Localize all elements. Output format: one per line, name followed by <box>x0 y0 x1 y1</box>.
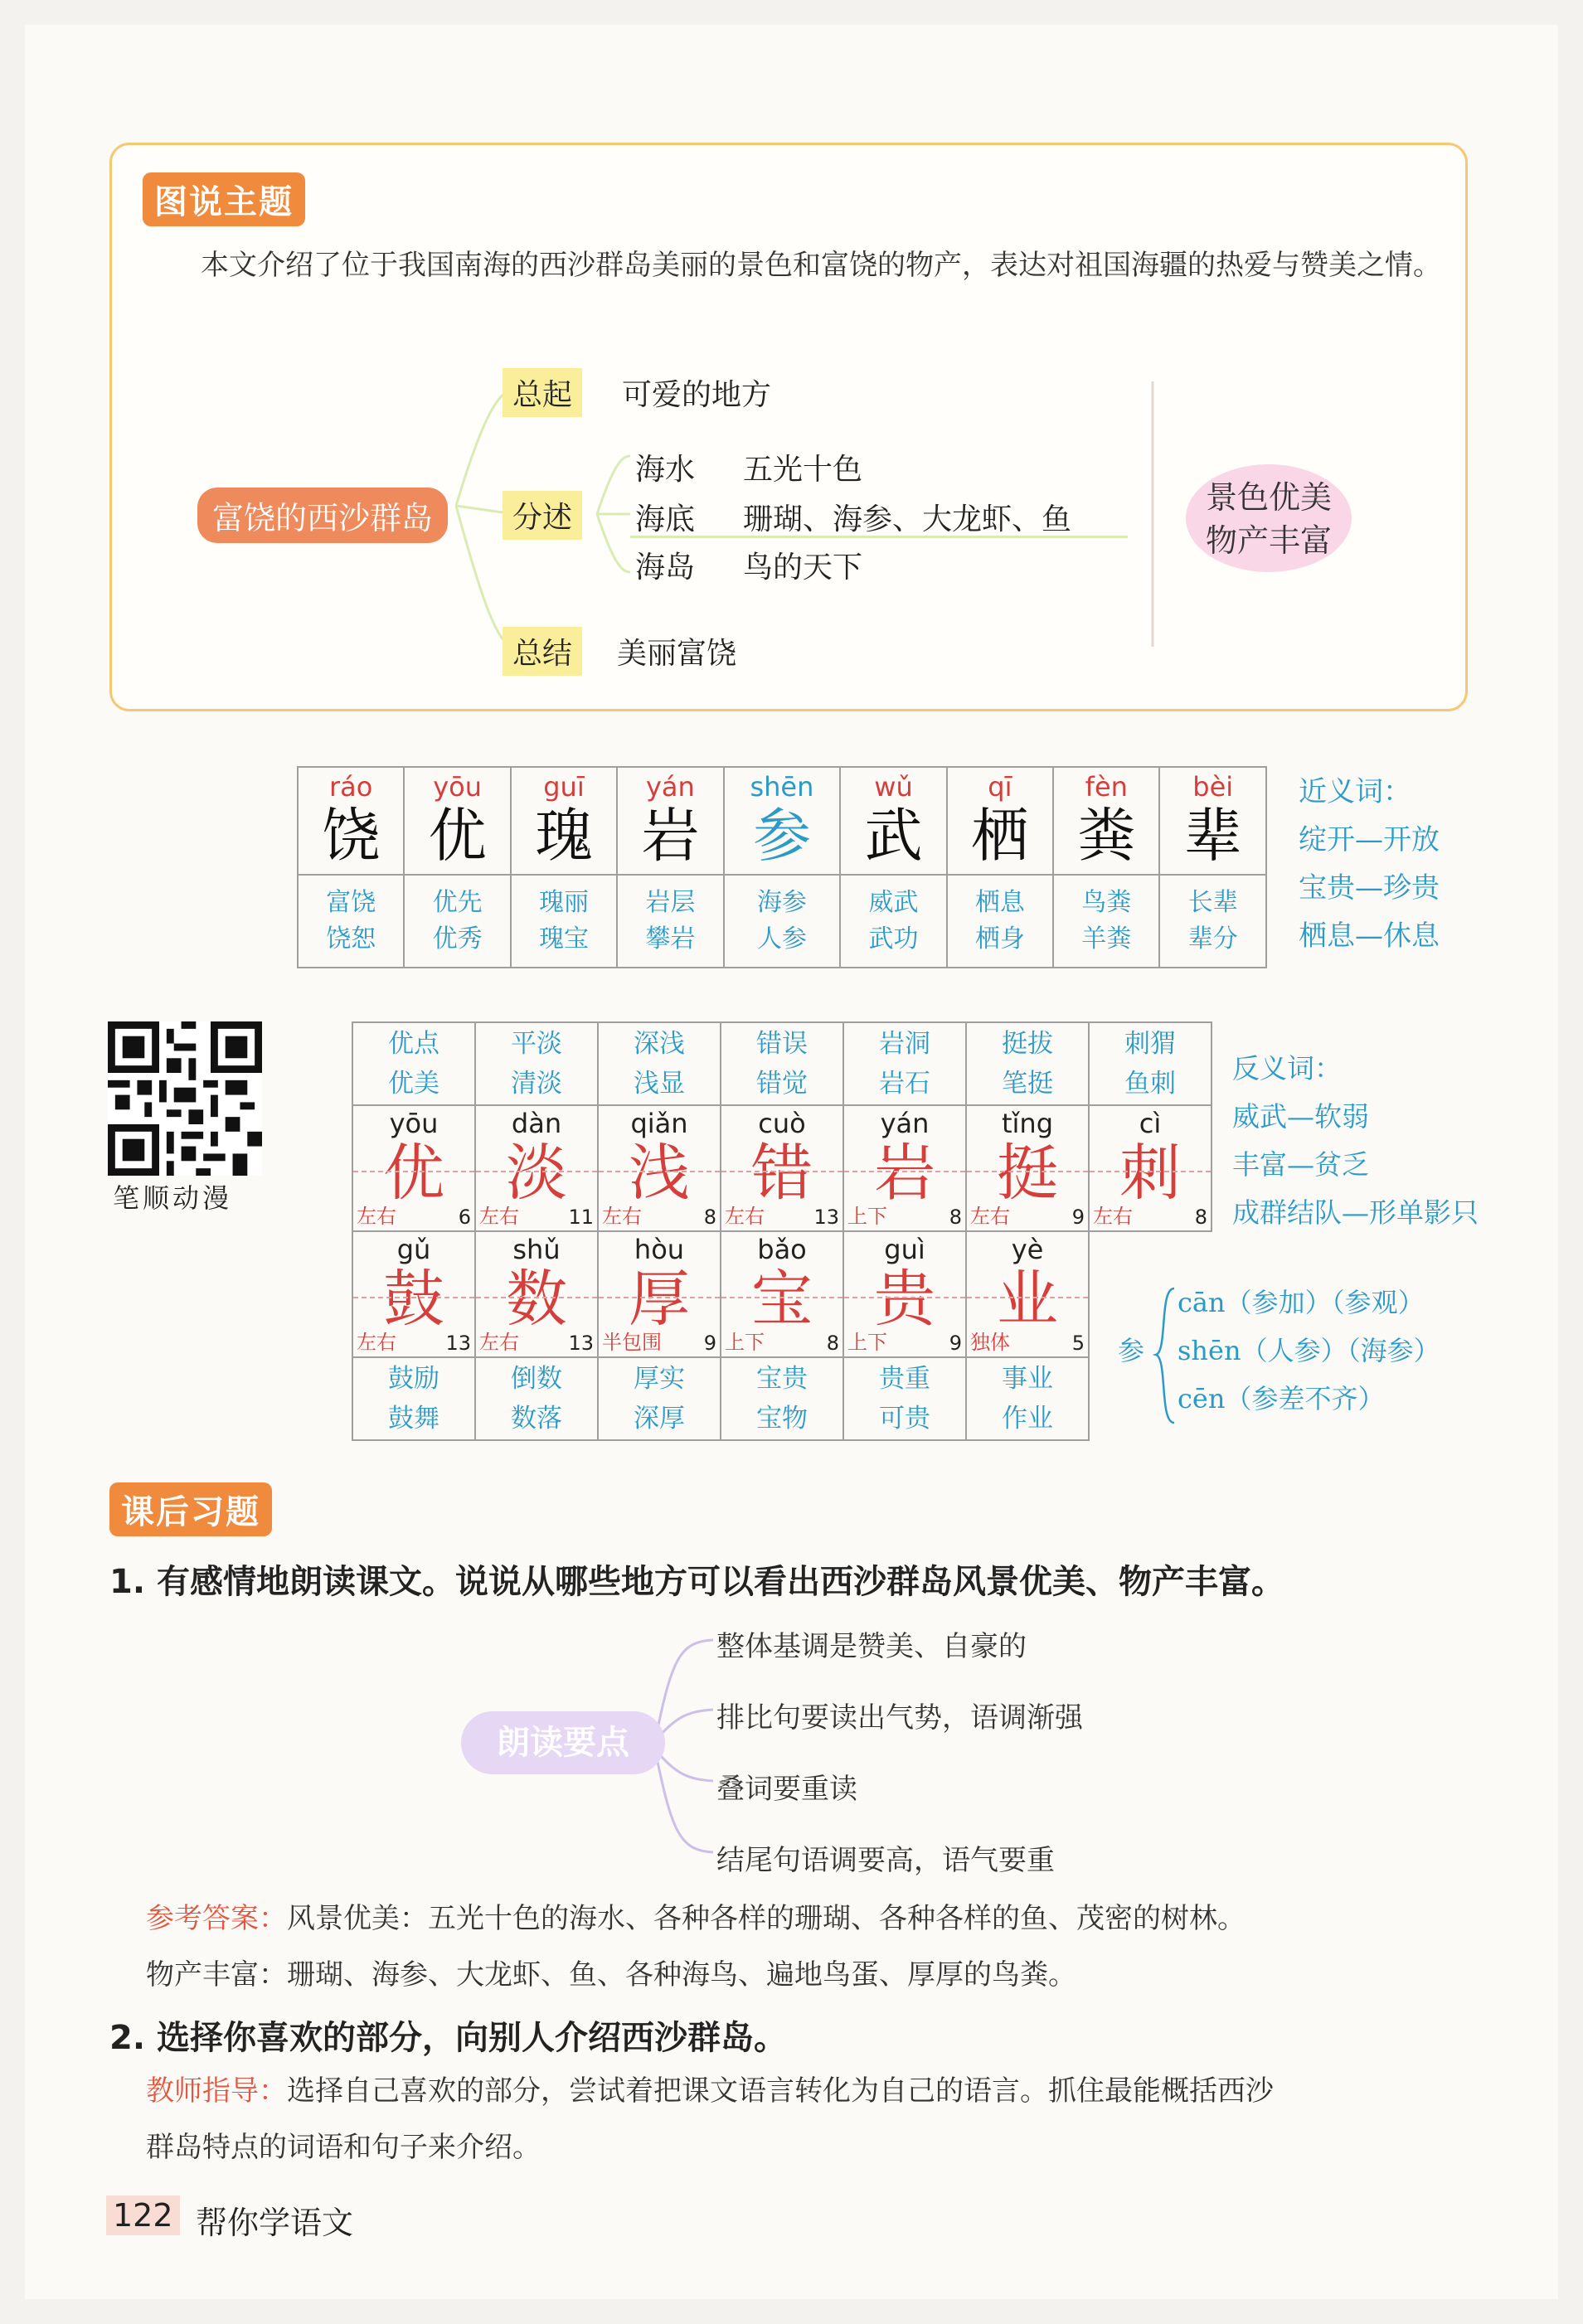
grid-word: 事业 <box>1002 1364 1053 1394</box>
grid-word: 贵重 <box>879 1364 930 1394</box>
vocab-char: 饶 <box>322 802 381 870</box>
vocab-char: 参 <box>752 802 811 870</box>
branch-text-start: 可爱的地方 <box>622 378 772 412</box>
grid-strokes: 11 <box>568 1206 594 1229</box>
grid-words <box>966 1357 1089 1440</box>
vocab-table <box>297 766 1267 968</box>
vocab-char: 岩 <box>641 802 700 870</box>
grid-char-cell <box>352 1105 475 1231</box>
synonym-item: 绽开—开放 <box>1299 823 1440 856</box>
sub-b-1: 珊瑚、海参、大龙虾、鱼 <box>743 502 1072 536</box>
branch-label-end: 总结 <box>503 627 582 676</box>
vocab-word: 饶恕 <box>326 924 376 953</box>
vocab-words <box>404 875 510 968</box>
vocab-pinyin: wǔ <box>874 771 913 803</box>
theme-tag: 图说主题 <box>143 172 305 226</box>
vocab-words <box>947 875 1053 968</box>
grid-pinyin: qiǎn <box>630 1108 688 1139</box>
vocab-word: 瑰丽 <box>538 888 589 917</box>
grid-char: 数 <box>506 1264 567 1335</box>
grid-words <box>721 1357 843 1440</box>
sub-a-2: 海岛 <box>635 551 696 585</box>
grid-char-cell <box>843 1105 966 1231</box>
branch-label-start: 总起 <box>503 368 582 417</box>
exercise-tag: 课后习题 <box>109 1482 272 1536</box>
grid-strokes: 13 <box>813 1206 839 1229</box>
vocab-char: 瑰 <box>534 802 593 870</box>
grid-words <box>475 1357 598 1440</box>
vocab-word: 鸟粪 <box>1081 888 1132 917</box>
vocab-word: 富饶 <box>326 888 376 917</box>
antonym-item: 丰富—贫乏 <box>1232 1148 1369 1181</box>
vocab-word: 优先 <box>432 888 483 917</box>
grid-word: 浅显 <box>634 1069 685 1099</box>
grid-word: 岩石 <box>879 1069 930 1099</box>
grid-structure: 上下 <box>725 1331 765 1354</box>
sub-b-2: 鸟的天下 <box>743 551 863 585</box>
grid-pinyin: yōu <box>389 1108 439 1139</box>
vocab-word: 瑰宝 <box>538 924 589 953</box>
grid-pinyin: bǎo <box>757 1234 807 1265</box>
answer-text2: 物产丰富：珊瑚、海参、大龙虾、鱼、各种海鸟、遍地鸟蛋、厚厚的鸟粪。 <box>146 1958 1076 1992</box>
grid-strokes: 13 <box>445 1332 471 1355</box>
branch-label-middle: 分述 <box>503 491 582 540</box>
grid-strokes: 8 <box>703 1206 716 1229</box>
vocab-char: 栖 <box>970 802 1029 870</box>
grid-words <box>843 1357 966 1440</box>
reading-point: 叠词要重读 <box>716 1773 857 1806</box>
summary-line2: 物产丰富 <box>1205 522 1332 559</box>
brace-icon <box>1153 1285 1178 1426</box>
footer-title: 帮你学语文 <box>196 2205 354 2241</box>
grid-word: 宝贵 <box>756 1364 808 1394</box>
vocab-word: 海参 <box>756 888 807 917</box>
grid-pinyin: hòu <box>634 1234 685 1265</box>
antonym-item: 威武—软弱 <box>1232 1100 1369 1133</box>
sub-a-1: 海底 <box>635 502 696 536</box>
vocab-cell <box>404 767 510 875</box>
grid-structure: 独体 <box>970 1331 1010 1354</box>
vocab-char: 粪 <box>1077 802 1136 870</box>
qr-label: 笔顺动漫 <box>113 1182 233 1214</box>
vocab-words <box>724 875 841 968</box>
polyphone-item: cān（参加）（参观） <box>1178 1287 1425 1318</box>
guide-label: 教师指导： <box>146 2074 287 2108</box>
vocab-words <box>1159 875 1266 968</box>
grid-word: 宝物 <box>756 1404 808 1434</box>
grid-structure: 上下 <box>847 1205 887 1228</box>
vocab-word: 攀岩 <box>645 924 696 953</box>
grid-char: 刺 <box>1119 1138 1181 1209</box>
vocab-word: 长辈 <box>1187 888 1238 917</box>
vocab-word: 岩层 <box>645 888 696 917</box>
grid-char: 错 <box>751 1138 813 1209</box>
theme-summary <box>1186 464 1352 572</box>
grid-char: 贵 <box>874 1264 935 1335</box>
branch-text-end: 美丽富饶 <box>617 637 737 671</box>
guide <box>146 2063 1489 2176</box>
vocab-word: 栖身 <box>974 924 1025 953</box>
grid-word: 可贵 <box>879 1404 930 1434</box>
vocab-word: 武功 <box>868 924 919 953</box>
theme-intro: 本文介绍了位于我国南海的西沙群岛美丽的景色和富饶的物产，表达对祖国海疆的热爱与赞美之情。 <box>201 249 1441 282</box>
grid-structure: 左右 <box>602 1205 642 1228</box>
grid-word: 笔挺 <box>1002 1069 1053 1099</box>
grid-pinyin: cuò <box>758 1108 806 1139</box>
vocab-char: 优 <box>428 802 487 870</box>
grid-words <box>598 1357 721 1440</box>
grid-word: 优美 <box>388 1069 439 1099</box>
grid-word: 刺猬 <box>1124 1029 1176 1059</box>
grid-char-cell <box>966 1231 1089 1357</box>
grid-word: 鼓励 <box>388 1364 439 1394</box>
grid-char: 厚 <box>629 1264 690 1335</box>
grid-pinyin: tǐng <box>1001 1108 1054 1139</box>
grid-strokes: 9 <box>1071 1206 1085 1229</box>
grid-strokes: 8 <box>1194 1206 1207 1229</box>
vocab-word: 辈分 <box>1187 924 1238 953</box>
grid-char: 业 <box>997 1264 1058 1335</box>
grid-word: 错误 <box>756 1029 808 1059</box>
grid-char-cell <box>843 1231 966 1357</box>
grid-char-cell <box>475 1105 598 1231</box>
vocab-pinyin: bèi <box>1192 771 1234 803</box>
vocab-word: 人参 <box>756 924 807 953</box>
grid-char: 挺 <box>997 1138 1058 1209</box>
vocab-pinyin: fèn <box>1085 771 1128 803</box>
vocab-cell <box>1053 767 1159 875</box>
grid-char-cell <box>598 1105 721 1231</box>
grid-word: 优点 <box>388 1029 439 1059</box>
grid-pinyin: yè <box>1011 1234 1044 1265</box>
reading-center: 朗读要点 <box>461 1711 665 1774</box>
grid-word: 鼓舞 <box>388 1404 439 1434</box>
summary-line1: 景色优美 <box>1205 479 1332 516</box>
vocab-pinyin: shēn <box>750 771 814 803</box>
grid-structure: 左右 <box>725 1205 765 1228</box>
vocab-pinyin: qī <box>988 771 1012 803</box>
grid-char: 岩 <box>874 1138 935 1209</box>
grid-strokes: 8 <box>949 1206 962 1229</box>
grid-pinyin: cì <box>1139 1108 1162 1139</box>
vocab-pinyin: yōu <box>433 771 482 803</box>
vocab-pinyin: ráo <box>329 771 373 803</box>
vocab-cell <box>947 767 1053 875</box>
synonyms <box>1299 768 1440 960</box>
grid-word: 鱼刺 <box>1124 1069 1176 1099</box>
grid-char: 浅 <box>629 1138 690 1209</box>
grid-pinyin: yán <box>880 1108 930 1139</box>
grid-strokes: 8 <box>826 1332 839 1355</box>
grid-char-cell <box>966 1105 1089 1231</box>
grid-char-cell <box>475 1231 598 1357</box>
grid-word: 深厚 <box>634 1404 685 1434</box>
theme-center: 富饶的西沙群岛 <box>197 488 448 543</box>
polyphone-item: cēn（参差不齐） <box>1178 1383 1385 1414</box>
vocab-words <box>298 875 404 968</box>
grid-word: 厚实 <box>634 1364 685 1394</box>
vocab-cell <box>617 767 723 875</box>
polyphone-item: shēn（人参）（海参） <box>1178 1335 1440 1366</box>
question-2: 2. 选择你喜欢的部分，向别人介绍西沙群岛。 <box>109 2019 787 2057</box>
reading-point: 排比句要读出气势，语调渐强 <box>716 1701 1083 1735</box>
grid-word: 挺拔 <box>1002 1029 1053 1059</box>
grid-structure: 左右 <box>970 1205 1010 1228</box>
grid-word: 深浅 <box>634 1029 685 1059</box>
vocab-word: 威武 <box>868 888 919 917</box>
grid-strokes: 13 <box>568 1332 594 1355</box>
antonyms-title: 反义词： <box>1232 1052 1342 1084</box>
vocab-words <box>511 875 617 968</box>
reading-point: 结尾句语调要高，语气要重 <box>716 1844 1055 1877</box>
grid-char-cell <box>352 1231 475 1357</box>
grid-structure: 上下 <box>847 1331 887 1354</box>
grid-char: 淡 <box>506 1138 567 1209</box>
grid-char-cell <box>598 1231 721 1357</box>
vocab-words <box>840 875 946 968</box>
sub-a-0: 海水 <box>635 453 696 487</box>
vocab-cell <box>840 767 946 875</box>
writing-grid <box>352 1021 1212 1441</box>
antonyms <box>1232 1045 1479 1237</box>
grid-words <box>843 1022 966 1105</box>
sub-b-0: 五光十色 <box>743 453 863 487</box>
vocab-words <box>617 875 723 968</box>
grid-strokes: 6 <box>458 1206 471 1229</box>
grid-char: 鼓 <box>383 1264 444 1335</box>
grid-word: 倒数 <box>511 1364 562 1394</box>
grid-char: 优 <box>383 1138 444 1209</box>
qr-code-icon[interactable] <box>108 1021 262 1176</box>
grid-words <box>352 1357 475 1440</box>
grid-word: 作业 <box>1002 1404 1053 1434</box>
grid-structure: 左右 <box>479 1205 519 1228</box>
vocab-pinyin: yán <box>645 771 695 803</box>
vocab-pinyin: guī <box>543 771 585 803</box>
grid-pinyin: shǔ <box>512 1234 561 1265</box>
question-1: 1. 有感情地朗读课文。说说从哪些地方可以看出西沙群岛风景优美、物产丰富。 <box>109 1563 1284 1601</box>
answer-1 <box>146 1890 1489 2003</box>
vocab-word: 栖息 <box>974 888 1025 917</box>
page-number: 122 <box>106 2195 180 2235</box>
vocab-cell <box>298 767 404 875</box>
guide-text2: 群岛特点的词语和句子来介绍。 <box>146 2131 541 2164</box>
grid-strokes: 9 <box>949 1332 962 1355</box>
grid-word: 错觉 <box>756 1069 808 1099</box>
vocab-char: 武 <box>864 802 923 870</box>
grid-word: 岩洞 <box>879 1029 930 1059</box>
vocab-word: 优秀 <box>432 924 483 953</box>
vocab-cell <box>1159 767 1266 875</box>
grid-pinyin: gǔ <box>396 1234 431 1265</box>
synonyms-title: 近义词： <box>1299 775 1411 808</box>
grid-word: 清淡 <box>511 1069 562 1099</box>
polyphone-char: 参 <box>1118 1335 1145 1366</box>
grid-char-cell <box>721 1231 843 1357</box>
grid-char: 宝 <box>751 1264 813 1335</box>
grid-words <box>598 1022 721 1105</box>
antonym-item: 成群结队—形单影只 <box>1232 1196 1479 1229</box>
grid-pinyin: guì <box>884 1234 925 1265</box>
synonym-item: 栖息—休息 <box>1299 919 1440 953</box>
vocab-char: 辈 <box>1183 802 1242 870</box>
vocab-cell <box>724 767 841 875</box>
grid-strokes: 9 <box>703 1332 716 1355</box>
answer-label: 参考答案： <box>146 1902 287 1935</box>
grid-words <box>352 1022 475 1105</box>
grid-word: 数落 <box>511 1404 562 1434</box>
grid-word: 平淡 <box>511 1029 562 1059</box>
grid-structure: 左右 <box>357 1331 396 1354</box>
grid-strokes: 5 <box>1071 1332 1085 1355</box>
grid-char-cell <box>1089 1105 1212 1231</box>
vocab-words <box>1053 875 1159 968</box>
guide-text1: 选择自己喜欢的部分，尝试着把课文语言转化为自己的语言。抓住最能概括西沙 <box>287 2074 1274 2108</box>
grid-structure: 半包围 <box>602 1331 662 1354</box>
answer-text1: 风景优美：五光十色的海水、各种各样的珊瑚、各种各样的鱼、茂密的树林。 <box>287 1902 1246 1935</box>
grid-words <box>966 1022 1089 1105</box>
polyphone-list <box>1178 1278 1440 1423</box>
grid-structure: 左右 <box>1093 1205 1133 1228</box>
reading-point: 整体基调是赞美、自豪的 <box>716 1630 1027 1663</box>
grid-words <box>1089 1022 1212 1105</box>
grid-words <box>475 1022 598 1105</box>
grid-structure: 左右 <box>357 1205 396 1228</box>
grid-char-cell <box>721 1105 843 1231</box>
vocab-word: 羊粪 <box>1081 924 1132 953</box>
vocab-cell <box>511 767 617 875</box>
grid-words <box>721 1022 843 1105</box>
grid-pinyin: dàn <box>511 1108 562 1139</box>
grid-structure: 左右 <box>479 1331 519 1354</box>
synonym-item: 宝贵—珍贵 <box>1299 871 1440 905</box>
